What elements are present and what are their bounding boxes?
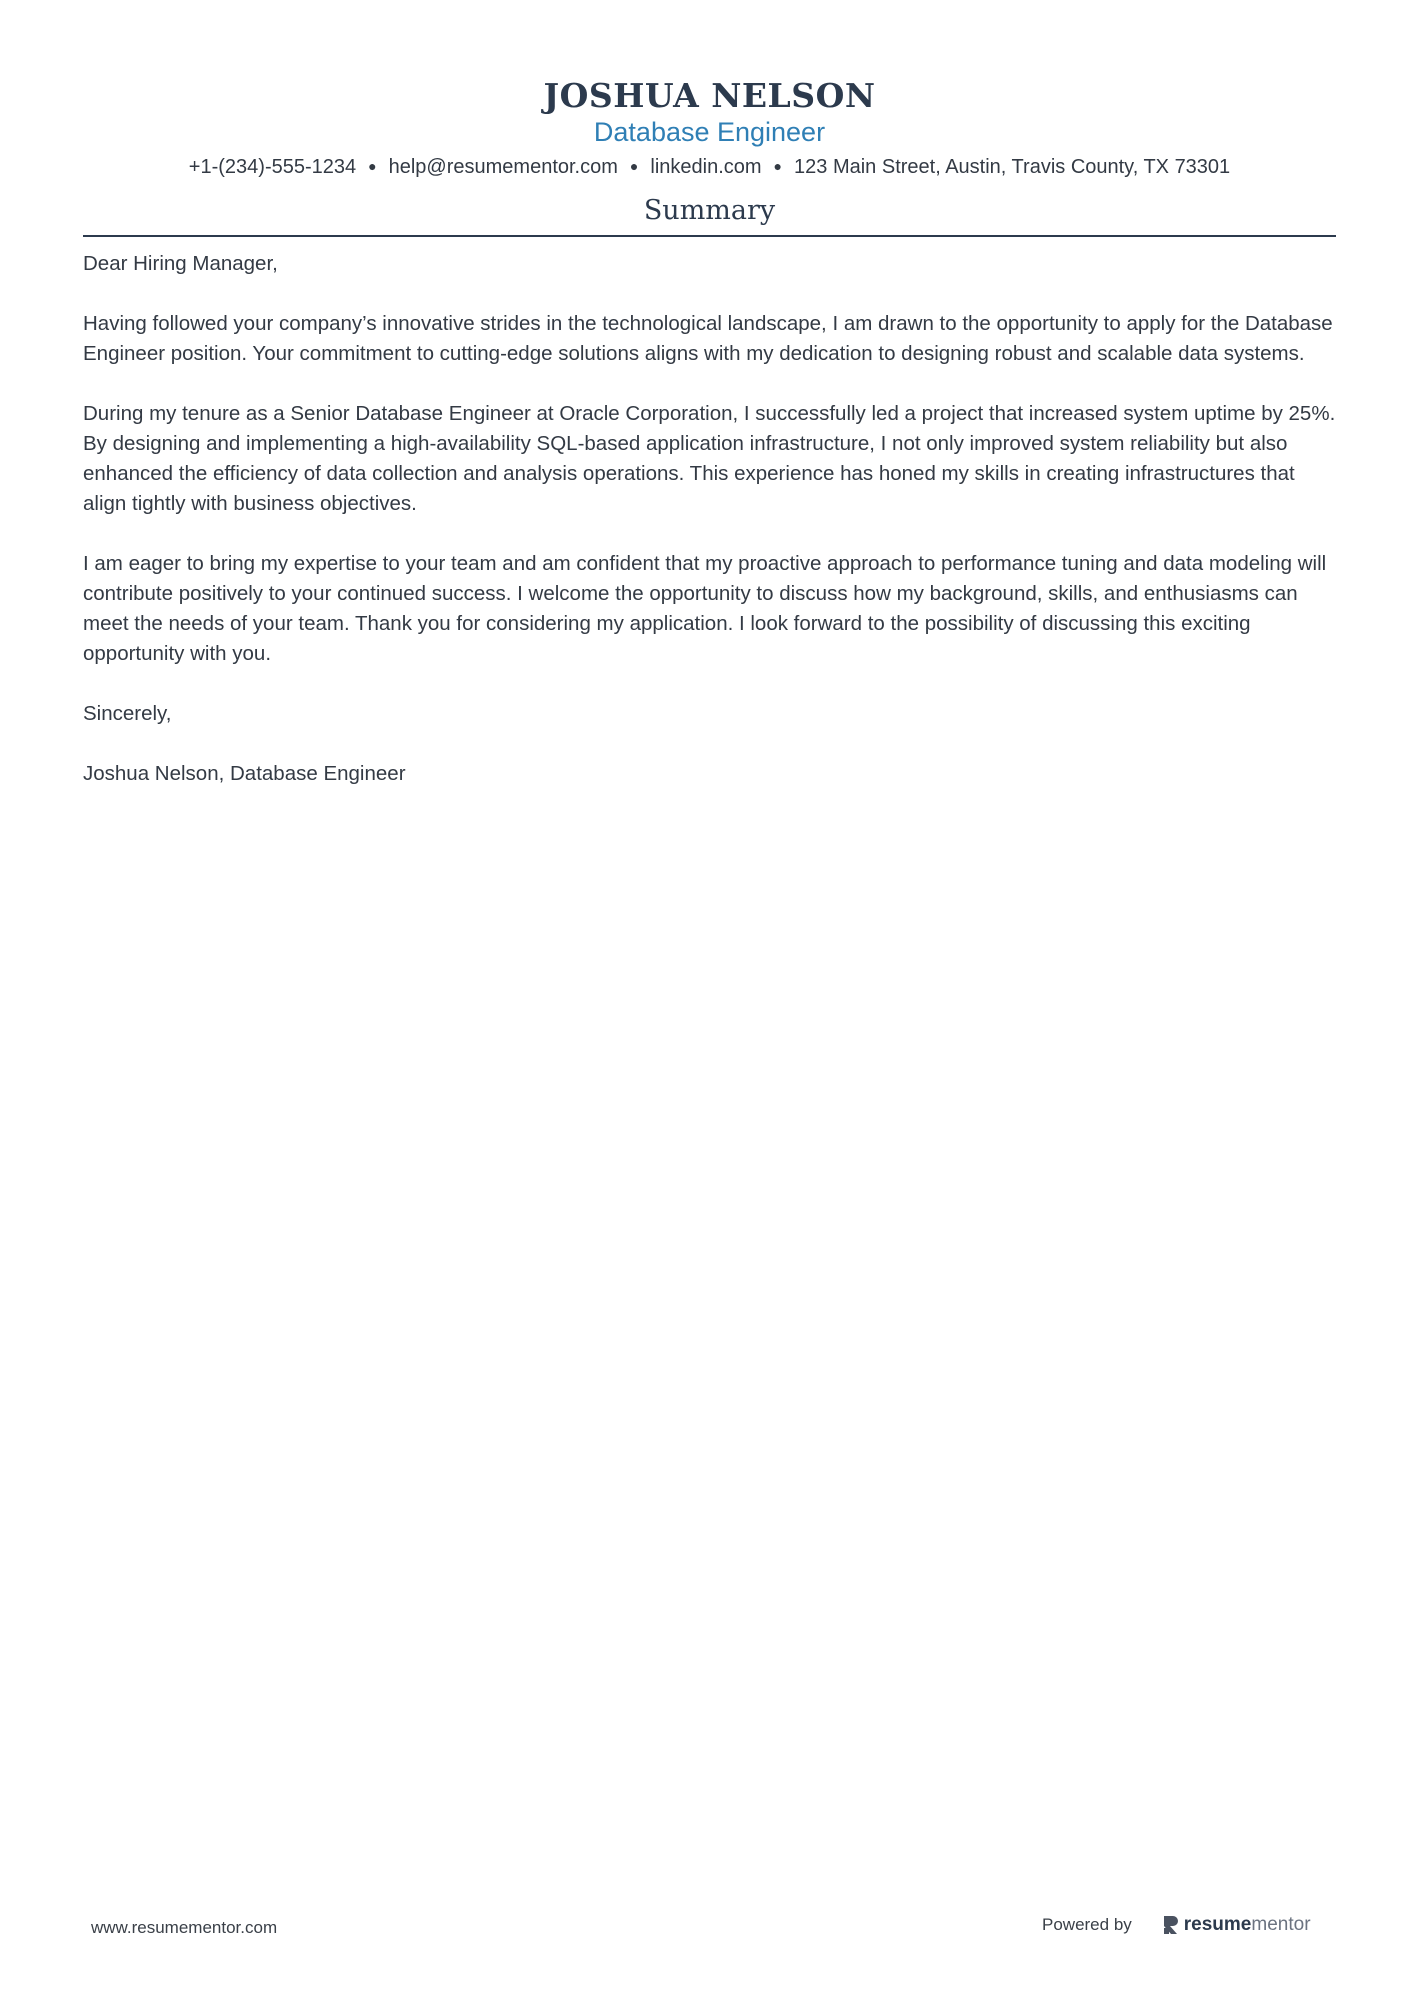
letter-body (83, 249, 1336, 789)
bullet-separator: ● (368, 158, 377, 174)
letter-greeting: Dear Hiring Manager, (83, 252, 278, 275)
letter-closing: Sincerely, (83, 702, 172, 725)
letter-paragraph: During my tenure as a Senior Database Engineer at Oracle Corporation, I successfully led a project that increased system uptime by 25%. By designing and implementing a high-availability SQL-based application infrastructure, I not only improved system reliability but also enhanced the efficiency of data collection and analysis operations. This experience has honed my skills in creating infrastructures that align tightly with business objectives. (83, 402, 1336, 515)
contact-website[interactable]: linkedin.com (650, 156, 762, 178)
footer-website[interactable]: www.resumementor.com (91, 1918, 278, 1937)
letter-signature: Joshua Nelson, Database Engineer (83, 762, 406, 785)
brand-name-bold: resume (1183, 1914, 1252, 1935)
powered-by-label: Powered by (1042, 1915, 1132, 1934)
candidate-name: JOSHUA NELSON (543, 76, 876, 115)
letter-paragraph: I am eager to bring my expertise to your team and am confident that my proactive approach to performance tuning and data modeling will contribute positively to your continued success. I welcome the opportunity to discuss how my background, skills, and enthusiasms can meet the needs of your team. Thank you for considering my application. I look forward to the possibility of discussing this exciting opportunity with you. (83, 552, 1327, 665)
bullet-separator: ● (773, 158, 783, 174)
bullet-separator: ● (629, 158, 639, 174)
cover-letter-page (83, 0, 1336, 819)
letter-paragraph: Having followed your company’s innovative strides in the technological landscape, I am drawn to the opportunity to apply for the Database Engineer position. Your commitment to cutting-edge solutions aligns with my dedication to designing robust and scalable data systems. (83, 312, 1333, 365)
contact-email[interactable]: help@resumementor.com (388, 156, 618, 178)
contact-address: 123 Main Street, Austin, Travis County, TX 73301 (794, 156, 1231, 178)
candidate-role: Database Engineer (593, 117, 826, 147)
section-title: Summary (83, 193, 1336, 237)
brand-name-light: mentor (1251, 1914, 1311, 1935)
brand-logo[interactable] (1162, 1914, 1311, 1936)
header (83, 0, 1336, 181)
contact-phone: +1-(234)-555-1234 (188, 156, 357, 178)
contact-line (83, 152, 1336, 181)
footer-branding (1042, 1914, 1311, 1936)
resumementor-logo-icon (1162, 1914, 1180, 1936)
